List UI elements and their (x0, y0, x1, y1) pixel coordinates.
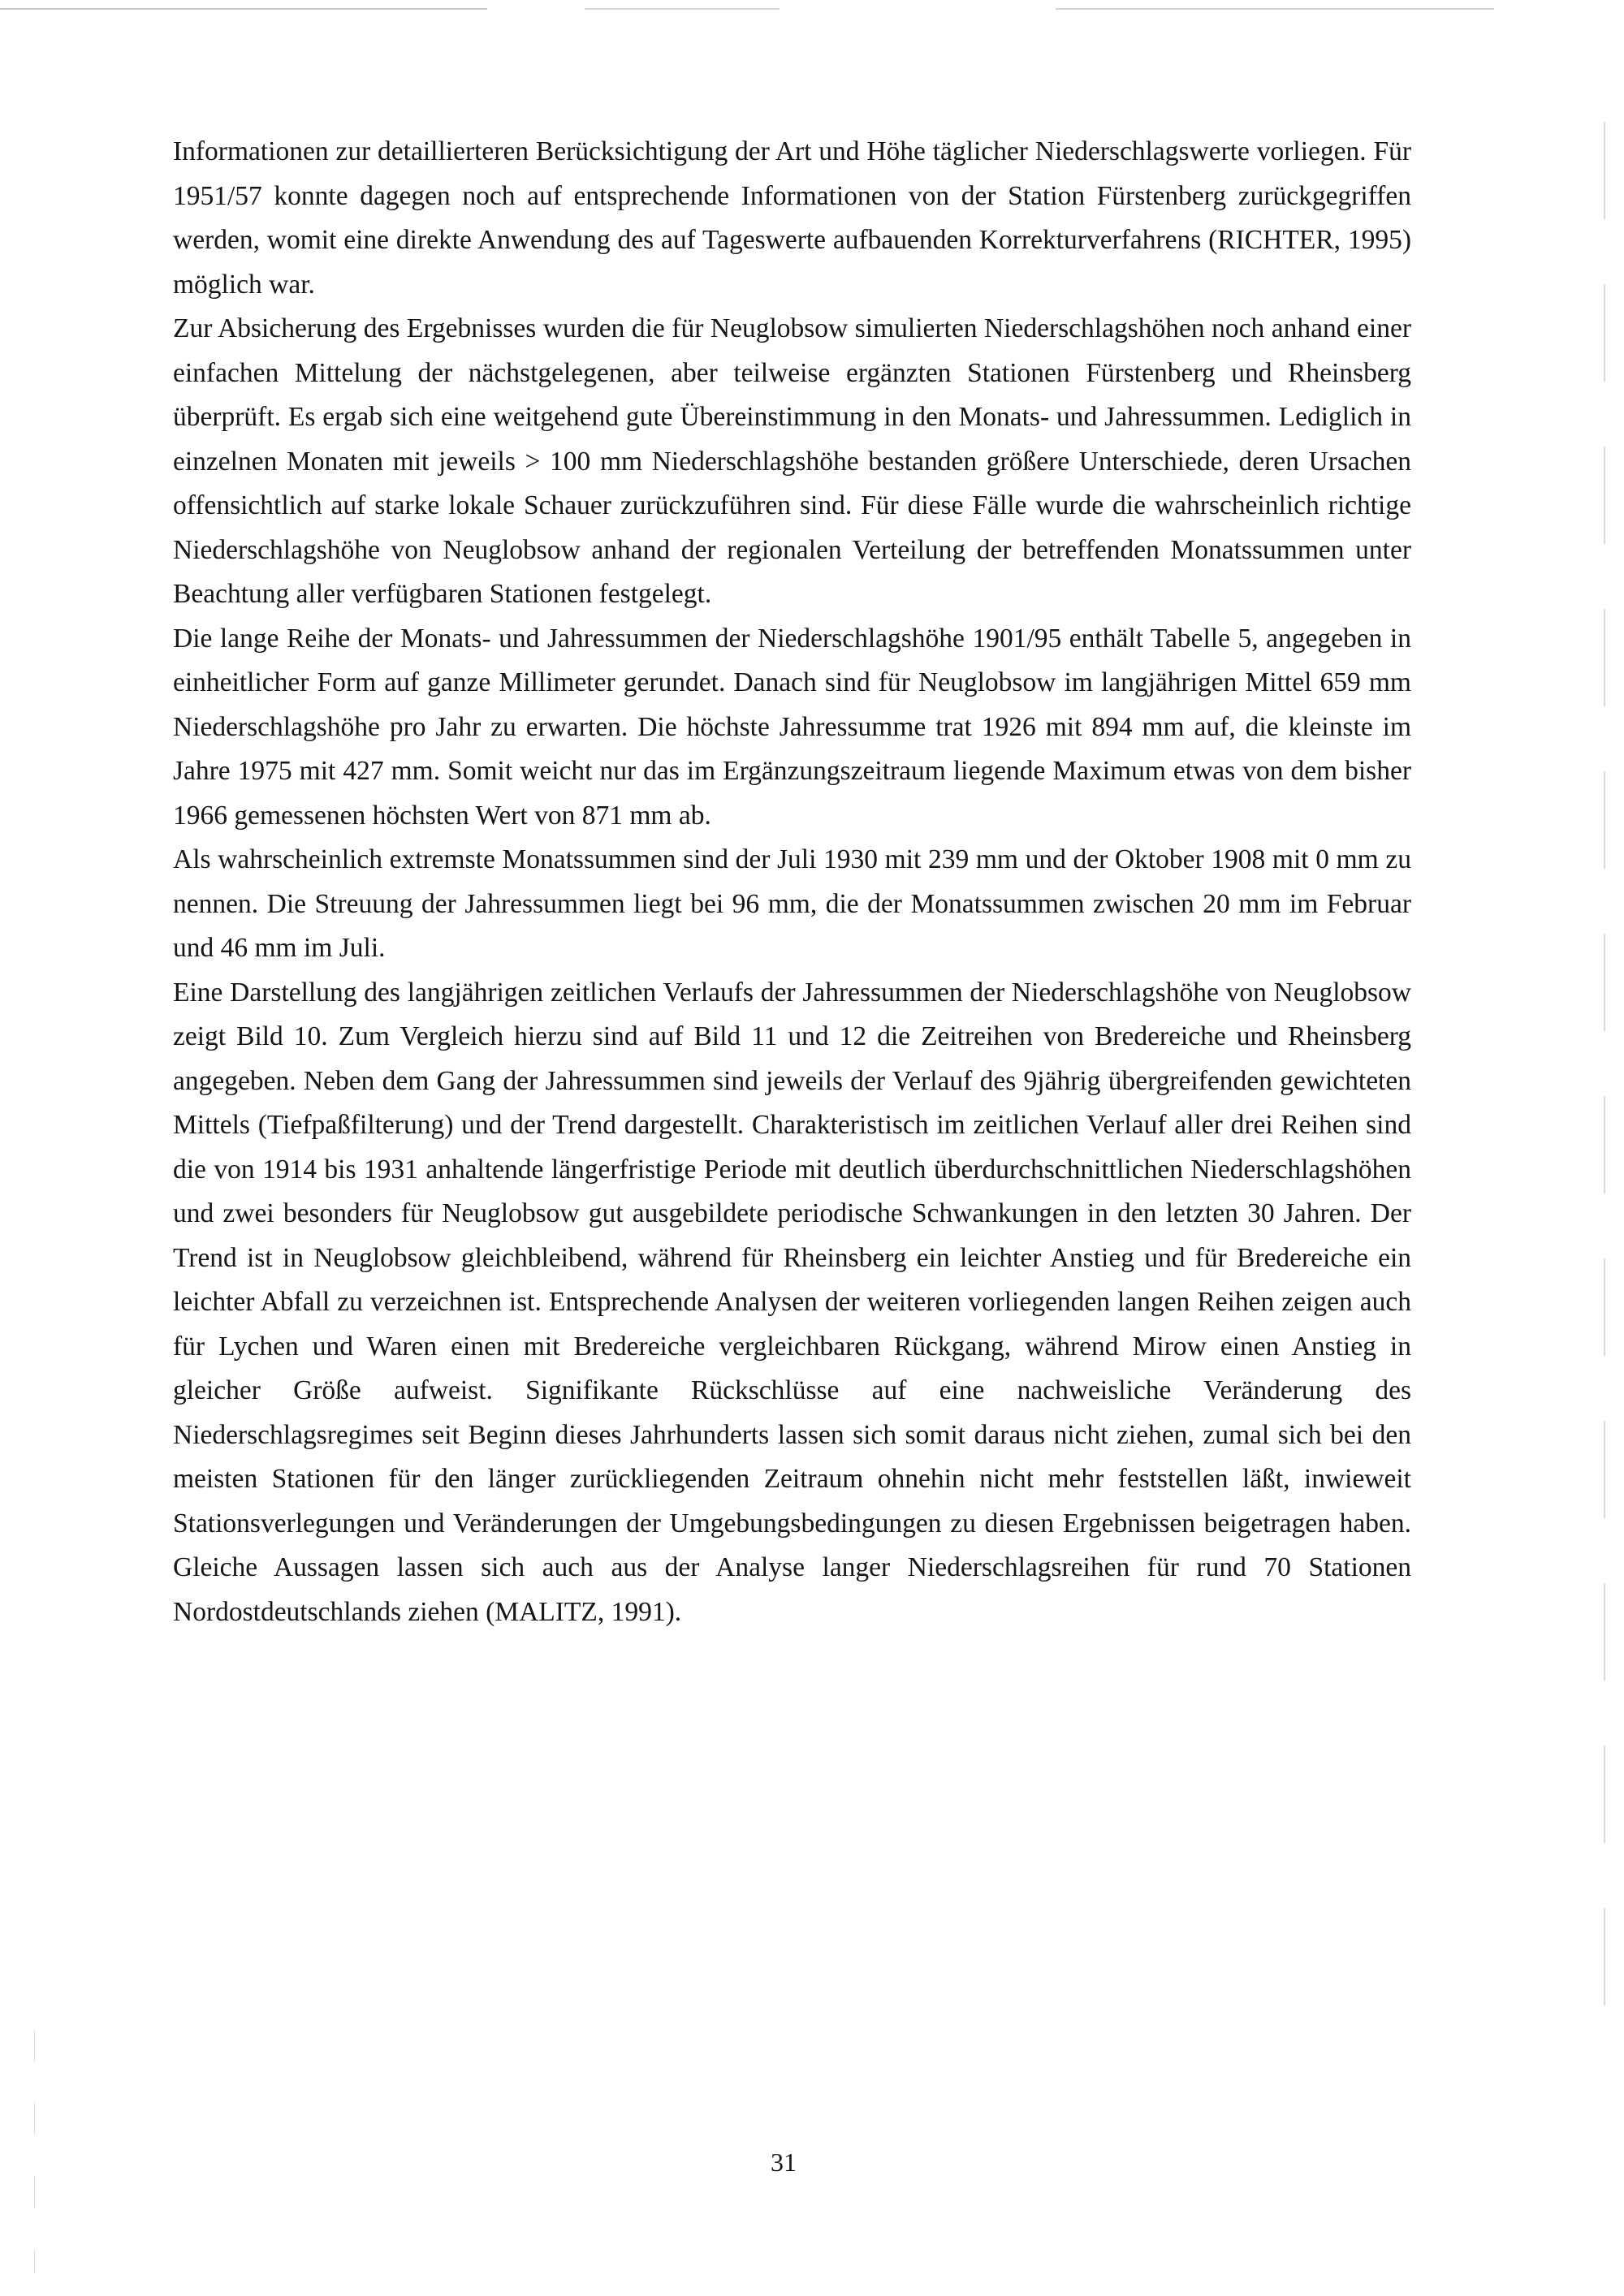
scan-edge-right (1604, 122, 1605, 2054)
paragraph-3: Die lange Reihe der Monats- und Jahressummen der Niederschlagshöhe 1901/95 enthält Tabelle 5, angegeben in einheitlicher Form auf ganze Millimeter gerundet. Danach sind für Neuglobsow im langjährigen Mittel 659 mm Niederschlagshöhe pro Jahr zu erwarten. Die höchste Jahressumme trat 1926 mit 894 mm auf, die kleinste im Jahre 1975 mit 427 mm. Somit weicht nur das im Ergänzungszeitraum liegende Maximum etwas von dem bisher 1966 gemessenen höchsten Wert von 871 mm ab. (173, 623, 1411, 831)
paragraph-5: Eine Darstellung des langjährigen zeitlichen Verlaufs der Jahressummen der Niederschlagshöhe von Neuglobsow zeigt Bild 10. Zum Vergleich hierzu sind auf Bild 11 und 12 die Zeitreihen von Bredereiche und Rheinsberg angegeben. Neben dem Gang der Jahressummen sind jeweils der Verlauf des 9jährig übergreifenden gewichteten Mittels (Tiefpaßfilterung) und der Trend dargestellt. Charakteristisch im zeitlichen Verlauf aller drei Reihen sind die von 1914 bis 1931 anhaltende längerfristige Periode mit deutlich überdurchschnittlichen Niederschlagshöhen und zwei besonders für Neuglobsow gut ausgebildete periodische Schwankungen in den letzten 30 Jahren. Der Trend ist in Neuglobsow gleichbleibend, während für Rheinsberg ein leichter Anstieg und für Bredereiche ein leichter Abfall zu verzeichnen ist. Entsprechende Analysen der weiteren vorliegenden langen Reihen zeigen auch für Lychen und Waren einen mit Bredereiche vergleichbaren Rückgang, während Mirow einen Anstieg in gleicher Größe aufweist. Signifikante Rückschlüsse auf eine nachweisliche Veränderung des Niederschlagsregimes seit Beginn dieses Jahrhunderts lassen sich somit daraus nicht ziehen, zumal sich bei den meisten Stationen für den länger zurückliegenden Zeitraum ohnehin nicht mehr feststellen läßt, inwieweit Stationsverlegungen und Veränderungen der Umgebungsbedingungen zu diesen Ergebnissen beigetragen haben. Gleiche Aussagen lassen sich auch aus der Analyse langer Niederschlagsreihen für rund 70 Stationen Nordostdeutschlands ziehen (MALITZ, 1991). (173, 977, 1411, 1627)
paragraph-1: Informationen zur detaillierteren Berücksichtigung der Art und Höhe täglicher Niederschlagswerte vorliegen. Für 1951/57 konnte dagegen noch auf entsprechende Informationen von der Station Fürstenberg zurückgegriffen werden, womit eine direkte Anwendung des auf Tageswerte aufbauenden Korrekturverfahrens (RICHTER, 1995) möglich war. (173, 136, 1411, 300)
body-text (173, 130, 1411, 1634)
paragraph-4: Als wahrscheinlich extremste Monatssummen sind der Juli 1930 mit 239 mm und der Oktober 1908 mit 0 mm zu nennen. Die Streuung der Jahressummen liegt bei 96 mm, die der Monatssummen zwischen 20 mm im Februar und 46 mm im Juli. (173, 844, 1411, 963)
paragraph-2: Zur Absicherung des Ergebnisses wurden die für Neuglobsow simulierten Niederschlagshöhen noch anhand einer einfachen Mittelung der nächstgelegenen, aber teilweise ergänzten Stationen Fürstenberg und Rheinsberg überprüft. Es ergab sich eine weitgehend gute Übereinstimmung in den Monats- und Jahressummen. Lediglich in einzelnen Monaten mit jeweils > 100 mm Niederschlagshöhe bestanden größere Unterschiede, deren Ursachen offensichtlich auf starke lokale Schauer zurückzuführen sind. Für diese Fälle wurde die wahrscheinlich richtige Niederschlagshöhe von Neuglobsow anhand der regionalen Verteilung der betreffenden Monatssummen unter Beachtung aller verfügbaren Stationen festgelegt. (173, 313, 1411, 609)
scan-edge-top (0, 8, 1624, 10)
page-number: 31 (771, 2147, 797, 2177)
